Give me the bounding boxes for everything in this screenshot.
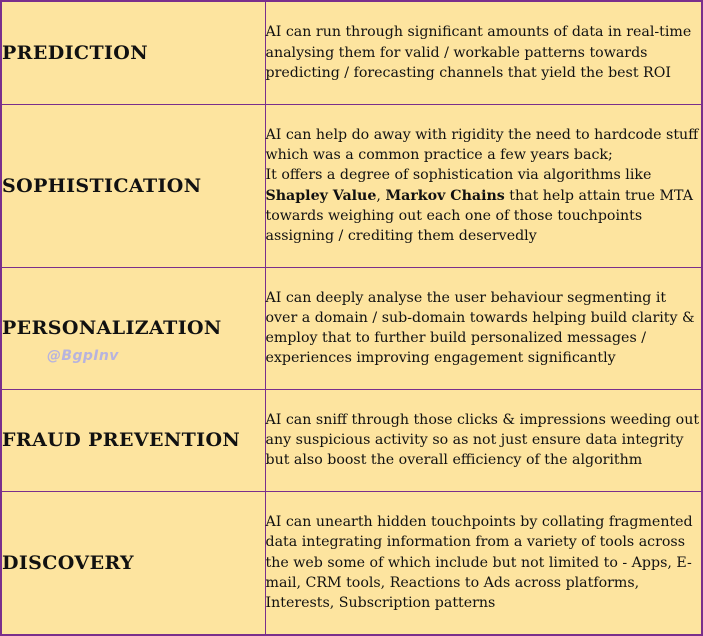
row-description-sophistication bbox=[265, 104, 702, 267]
bold-term-shapley-value: Shapley Value bbox=[265, 187, 377, 204]
table-row bbox=[1, 389, 702, 491]
text-fragment: It offers a degree of sophistication via algorithms like bbox=[265, 167, 652, 184]
table-row bbox=[1, 267, 702, 389]
text-fragment: , bbox=[376, 187, 386, 204]
bold-term-markov-chains: Markov Chains bbox=[385, 187, 505, 204]
row-label-text: PERSONALIZATION bbox=[2, 317, 222, 339]
row-label-prediction: PREDICTION bbox=[1, 1, 265, 104]
row-description-prediction bbox=[265, 1, 702, 104]
text-fragment: that help attain true MTA towards weighing out each one of those touchpoints assigning / crediting them deservedly bbox=[265, 187, 693, 244]
description-paragraph: AI can sniff through those clicks & impressions weeding out any suspicious activity so as not just ensure data integrity but also boost the overall efficiency of the algorithm bbox=[265, 411, 700, 469]
row-label-personalization bbox=[1, 267, 265, 389]
watermark-text: @BgpInv bbox=[47, 347, 119, 364]
description-paragraph: AI can help do away with rigidity the need to hardcode stuff which was a common practice a few years back; bbox=[265, 126, 699, 164]
table-row bbox=[1, 491, 702, 635]
table-row bbox=[1, 104, 702, 267]
description-paragraph-rich bbox=[266, 165, 702, 246]
table-row bbox=[1, 1, 702, 104]
row-description-discovery bbox=[265, 491, 702, 635]
row-description-fraud-prevention bbox=[265, 389, 702, 491]
row-label-fraud-prevention: FRAUD PREVENTION bbox=[1, 389, 265, 491]
row-label-sophistication: SOPHISTICATION bbox=[1, 104, 265, 267]
description-paragraph: AI can deeply analyse the user behaviour segmenting it over a domain / sub-domain towards helping build clarity & employ that to further build personalized messages / experiences improving engagement significantly bbox=[265, 289, 695, 367]
row-description-personalization bbox=[265, 267, 702, 389]
row-label-discovery: DISCOVERY bbox=[1, 491, 265, 635]
description-paragraph: AI can run through significant amounts of data in real-time analysing them for valid / workable patterns towards predicting / forecasting channels that yield the best ROI bbox=[265, 24, 692, 81]
description-paragraph: AI can unearth hidden touchpoints by collating fragmented data integrating information from a variety of tools across the web some of which include but not limited to - Apps, E-mail, CRM tools, Reactions to Ads across platforms, Interests, Subscription patterns bbox=[265, 514, 693, 612]
